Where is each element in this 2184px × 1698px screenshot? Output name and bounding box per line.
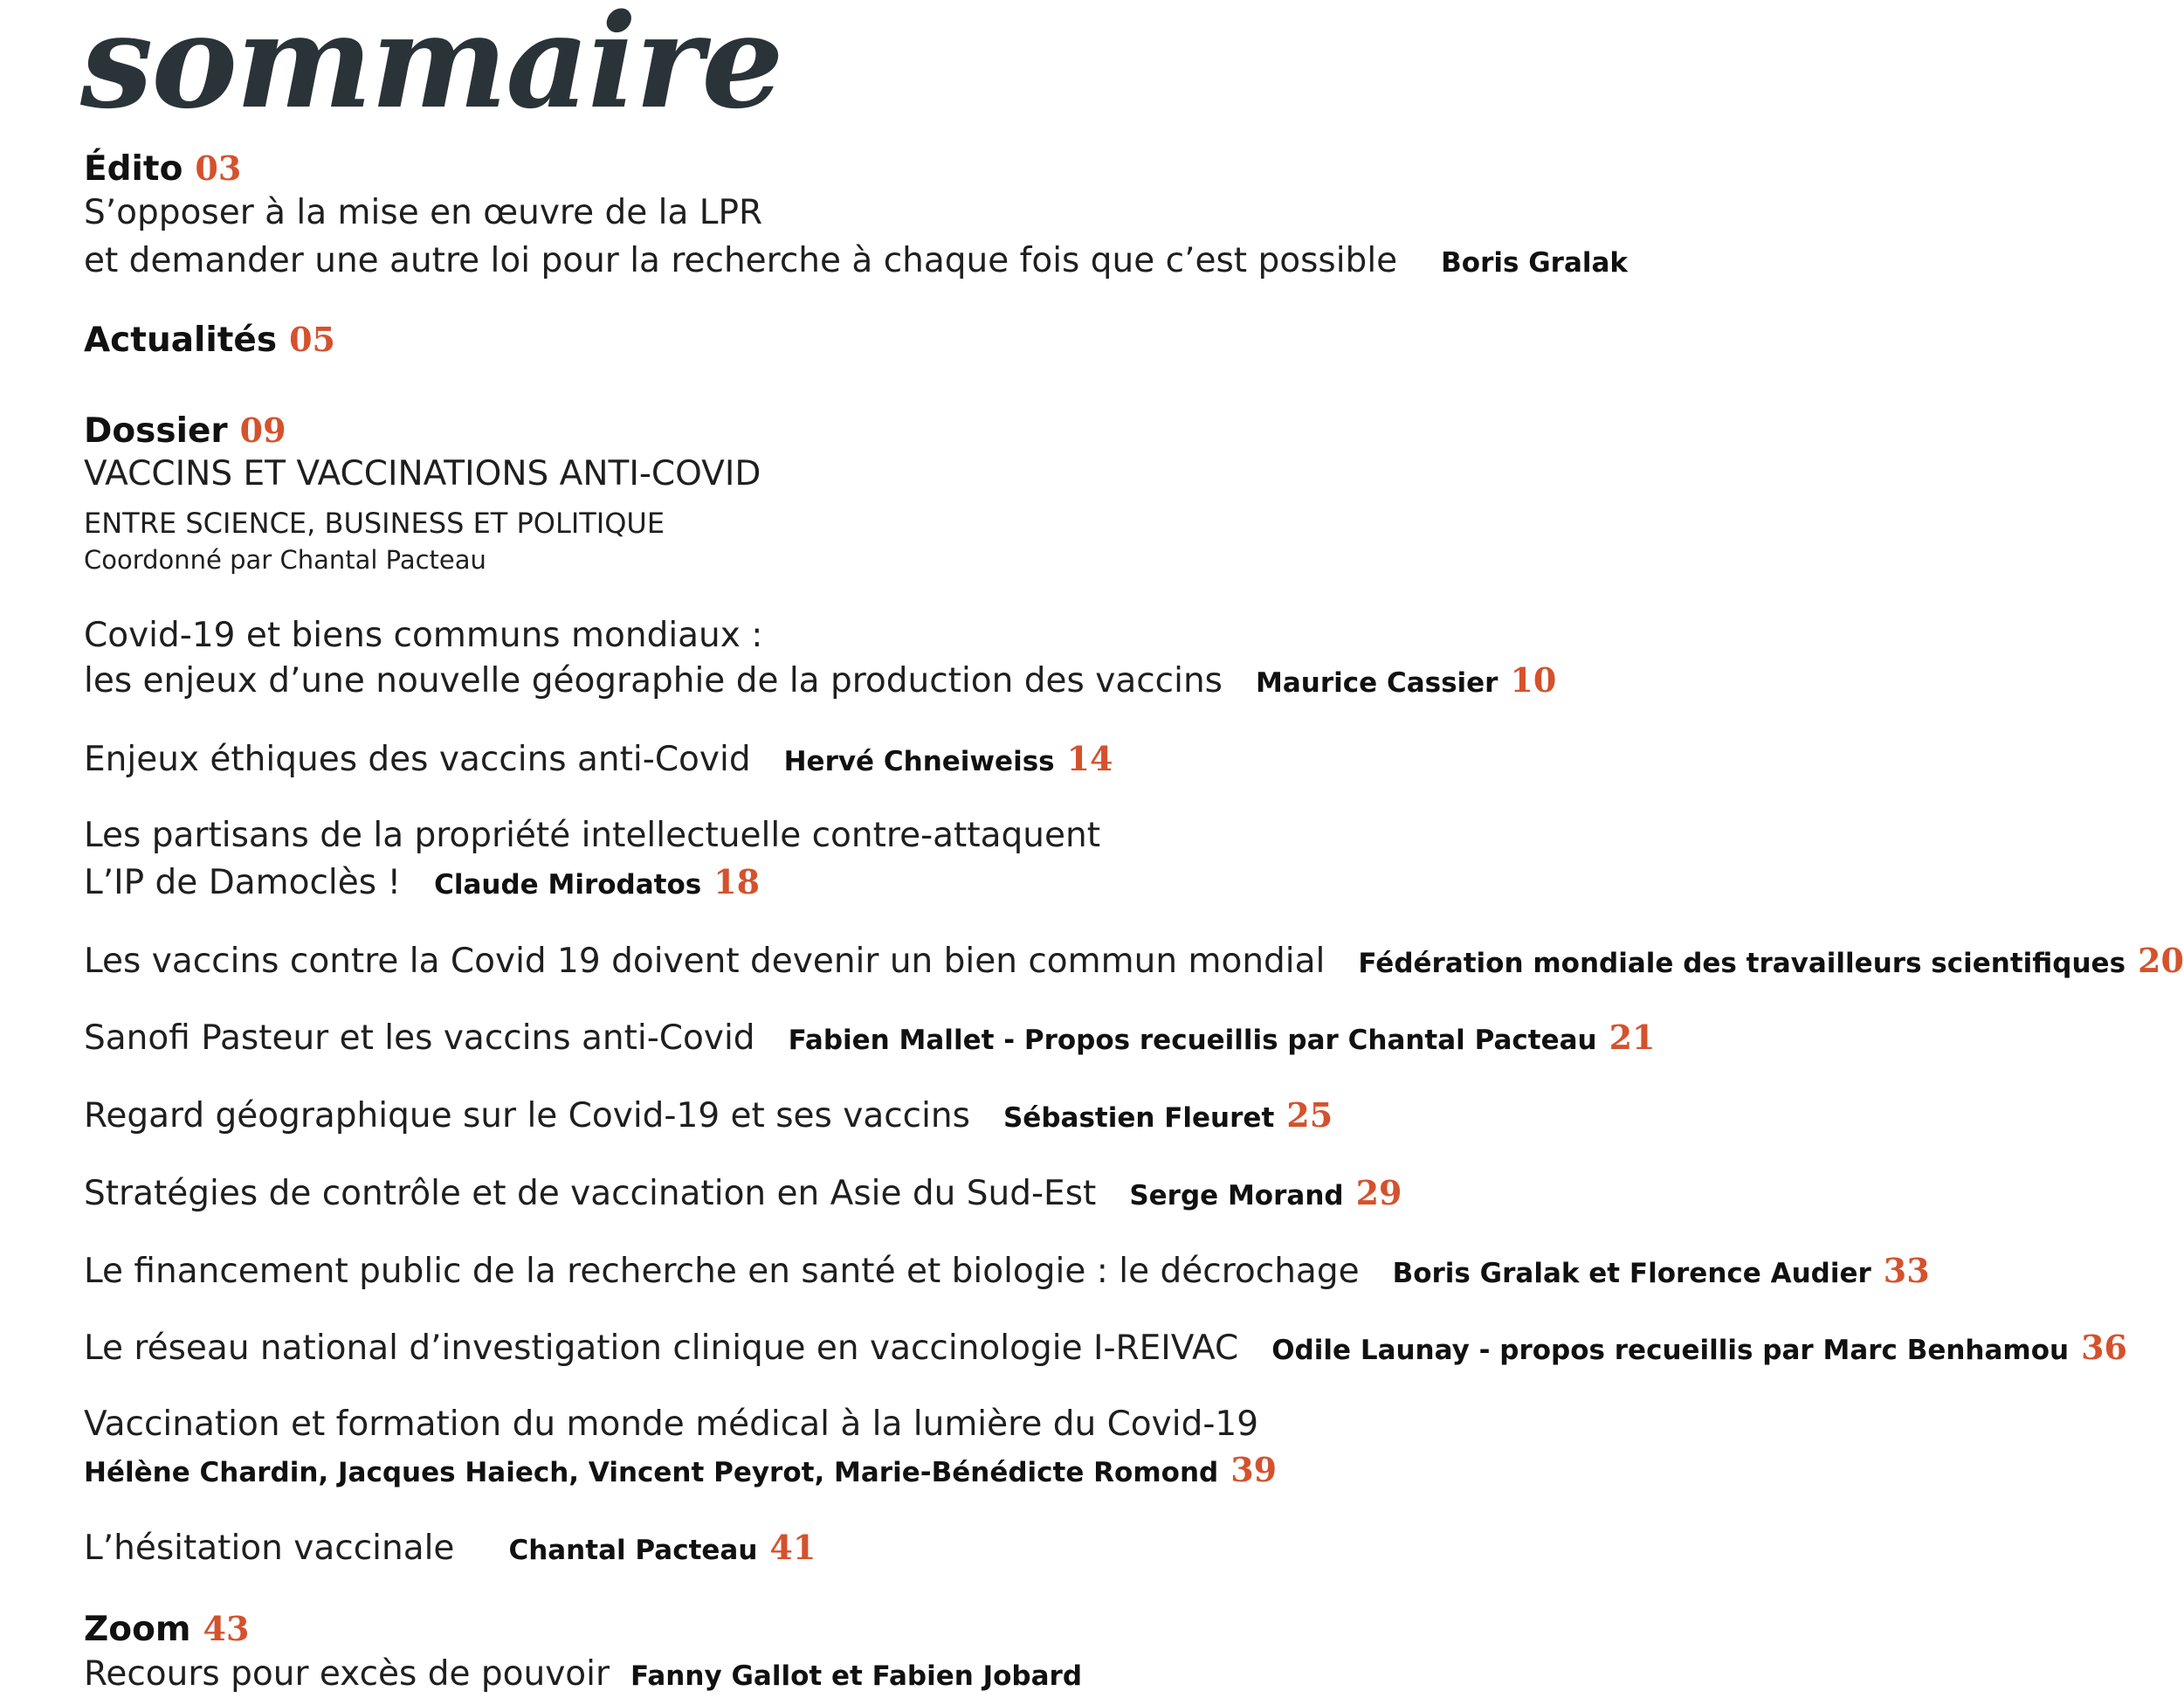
article-title: Enjeux éthiques des vaccins anti-Covid <box>84 740 751 779</box>
article-10-row <box>84 1448 1277 1494</box>
article-10-line-1: Vaccination et formation du monde médical à la lumière du Covid-19 <box>84 1405 1259 1444</box>
section-dossier-heading <box>84 409 286 453</box>
page-number: 05 <box>289 320 335 359</box>
article-7-row <box>84 1171 1402 1218</box>
page-number: 03 <box>195 148 242 188</box>
article-title: L’hésitation vaccinale <box>84 1529 455 1568</box>
article-3-row <box>84 860 760 907</box>
section-actualites-heading <box>84 318 335 362</box>
edito-line-1: S’opposer à la mise en œuvre de la LPR <box>84 193 763 232</box>
article-1-row <box>84 659 1556 705</box>
author: Serge Morand <box>1129 1180 1344 1211</box>
section-label: Dossier <box>84 411 228 451</box>
section-edito-heading <box>84 147 241 191</box>
page-number: 10 <box>1510 660 1557 700</box>
article-2-row <box>84 737 1113 783</box>
author: Hélène Chardin, Jacques Haiech, Vincent Peyrot, Marie-Bénédicte Romond <box>84 1457 1219 1488</box>
article-4-row <box>84 939 2184 985</box>
article-title: Sanofi Pasteur et les vaccins anti-Covid <box>84 1018 755 1058</box>
section-zoom-heading <box>84 1607 249 1652</box>
article-3-line-1: Les partisans de la propriété intellectuelle contre-attaquent <box>84 816 1101 855</box>
article-6-row <box>84 1094 1333 1140</box>
author: Claude Mirodatos <box>434 869 702 901</box>
author: Sébastien Fleuret <box>1002 1102 1275 1134</box>
page-number: 18 <box>713 862 761 901</box>
page-number: 39 <box>1230 1450 1278 1489</box>
author: Maurice Cassier <box>1256 667 1498 699</box>
article-title: Stratégies de contrôle et de vaccination en Asie du Sud-Est <box>84 1174 1097 1213</box>
article-title: Regard géographique sur le Covid-19 et ses vaccins <box>84 1096 970 1135</box>
article-title: Les vaccins contre la Covid 19 doivent devenir un bien commun mondial <box>84 942 1326 981</box>
page-number: 33 <box>1883 1251 1930 1290</box>
author: Chantal Pacteau <box>508 1535 758 1566</box>
section-label: Zoom <box>84 1610 191 1649</box>
author: Boris Gralak <box>1441 247 1629 279</box>
edito-line-2: et demander une autre loi pour la recherche à chaque fois que c’est possible <box>84 241 1398 280</box>
dossier-subtitle-2: ENTRE SCIENCE, BUSINESS ET POLITIQUE <box>84 507 665 540</box>
dossier-coordinator: Coordonné par Chantal Pacteau <box>84 545 486 575</box>
author: Hervé Chneiweiss <box>783 746 1055 777</box>
article-title: Recours pour excès de pouvoir <box>84 1654 610 1694</box>
article-5-row <box>84 1016 1656 1062</box>
article-title: Le financement public de la recherche en santé et biologie : le décrochage <box>84 1252 1360 1291</box>
page-number: 09 <box>239 411 286 450</box>
page-title: sommaire <box>80 0 782 137</box>
page-number: 20 <box>2138 941 2184 980</box>
article-1-line-1: Covid-19 et biens communs mondiaux : <box>84 616 763 655</box>
section-label: Édito <box>84 149 183 189</box>
author: Fanny Gallot et Fabien Jobard <box>630 1660 1083 1692</box>
author: Boris Gralak et Florence Audier <box>1392 1258 1871 1289</box>
author: Odile Launay - propos recueillis par Marc Benhamou <box>1271 1335 2070 1366</box>
page-number: 41 <box>769 1528 816 1567</box>
article-11-row <box>84 1526 816 1572</box>
page-number: 21 <box>1609 1018 1656 1057</box>
page-number: 43 <box>203 1609 250 1648</box>
article-8-row <box>84 1249 1930 1295</box>
zoom-row <box>84 1653 1082 1698</box>
page-number: 14 <box>1066 739 1113 778</box>
article-title: Le réseau national d’investigation clinique en vaccinologie I-REIVAC <box>84 1329 1239 1368</box>
edito-line-2-row <box>84 239 1628 285</box>
author: Fabien Mallet - Propos recueillis par Chantal Pacteau <box>788 1025 1597 1056</box>
article-9-row <box>84 1326 2127 1372</box>
page-number: 36 <box>2081 1328 2127 1367</box>
article-title: L’IP de Damoclès ! <box>84 863 402 902</box>
article-title: les enjeux d’une nouvelle géographie de la production des vaccins <box>84 661 1223 701</box>
dossier-subtitle: VACCINS ET VACCINATIONS ANTI-COVID <box>84 454 761 494</box>
section-label: Actualités <box>84 321 278 360</box>
page-number: 29 <box>1355 1173 1402 1212</box>
author: Fédération mondiale des travailleurs scientifiques <box>1358 948 2126 979</box>
page-number: 25 <box>1286 1095 1333 1135</box>
